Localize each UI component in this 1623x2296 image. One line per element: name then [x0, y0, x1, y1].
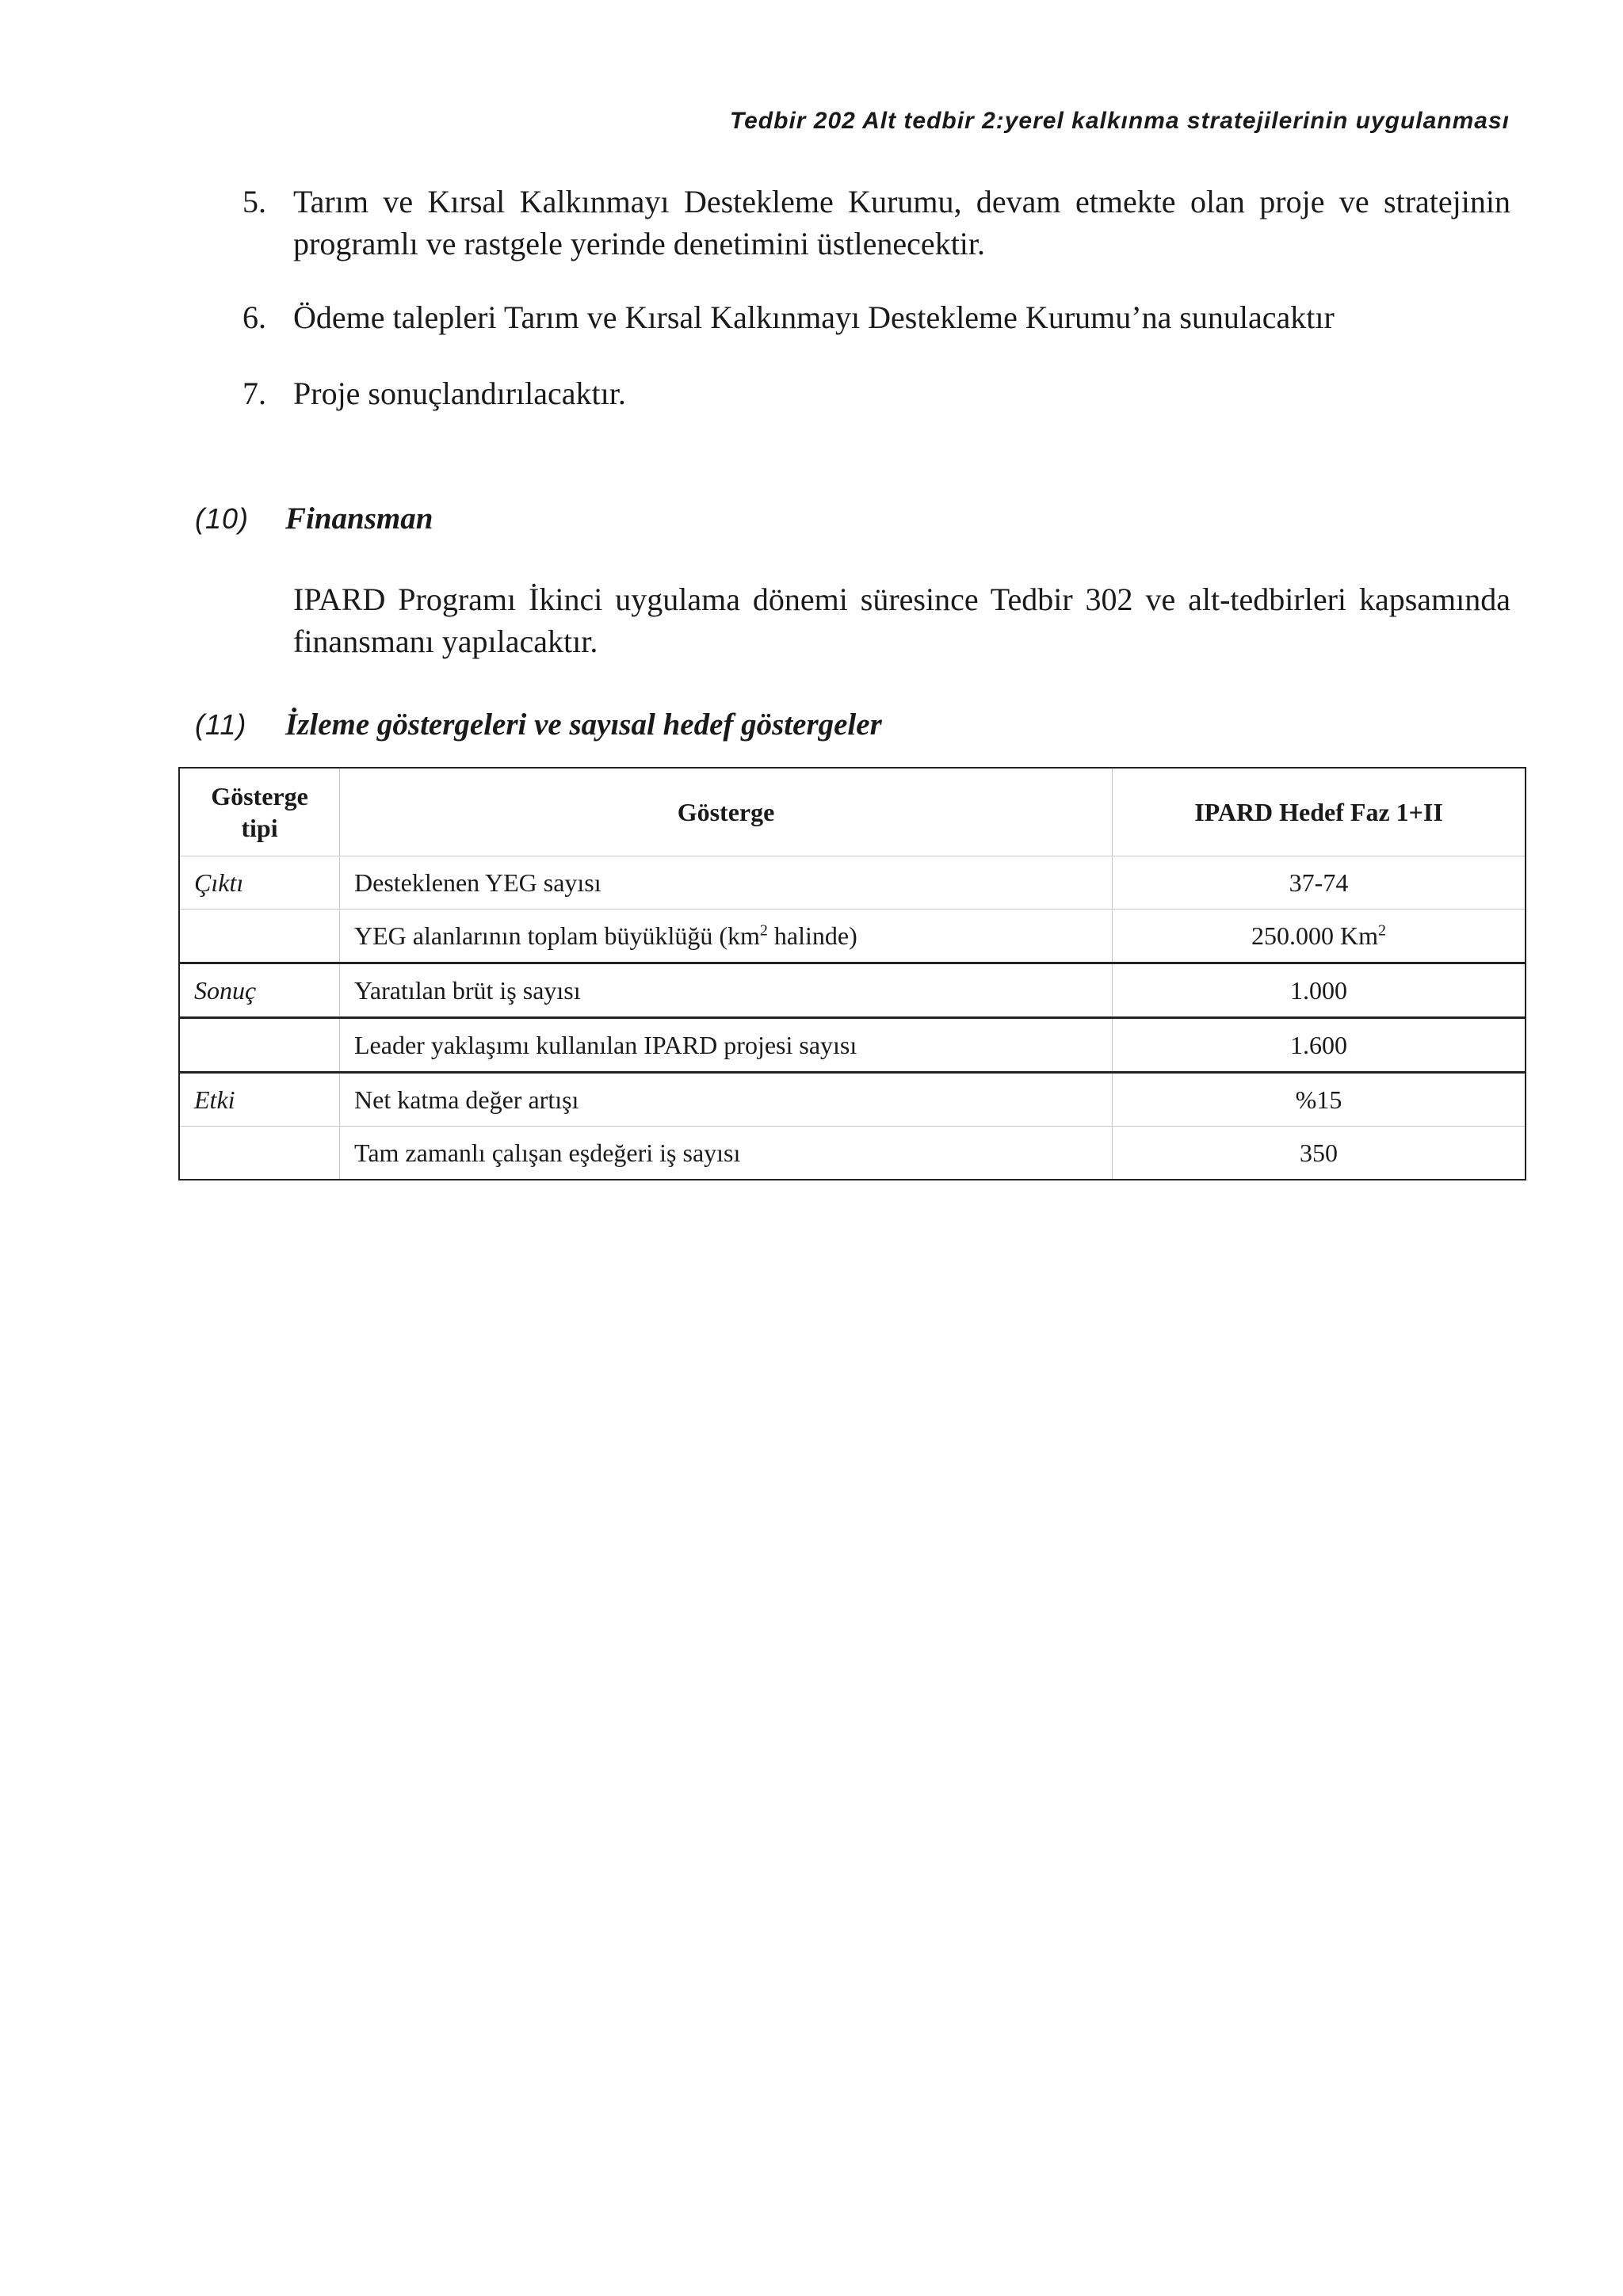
indicator-target: 37-74 [1113, 856, 1526, 910]
section-title: İzleme göstergeleri ve sayısal hedef göstergeler [285, 707, 882, 742]
column-header: Gösterge tipi [179, 768, 340, 856]
indicator-target [1113, 910, 1526, 963]
indicator-type [179, 910, 340, 963]
table-row [179, 910, 1526, 963]
list-item [242, 372, 1510, 414]
indicator-type: Etki [179, 1073, 340, 1127]
indicator-target-text: 250.000 Km [1251, 921, 1378, 950]
indicator-type [179, 1018, 340, 1073]
indicator-name: Desteklenen YEG sayısı [340, 856, 1113, 910]
indicator-name: Net katma değer artışı [340, 1073, 1113, 1127]
column-header: IPARD Hedef Faz 1+II [1113, 768, 1526, 856]
numbered-list [242, 181, 1510, 414]
list-number: 6. [242, 299, 266, 335]
indicator-name: Leader yaklaşımı kullanılan IPARD projesi sayısı [340, 1018, 1113, 1073]
table-row [179, 856, 1526, 910]
list-text: Tarım ve Kırsal Kalkınmayı Destekleme Kurumu, devam etmekte olan proje ve stratejinin programlı ve rastgele yerinde denetimini üstlenecektir. [293, 184, 1510, 261]
indicator-name: Yaratılan brüt iş sayısı [340, 963, 1113, 1018]
superscript: 2 [1378, 921, 1386, 939]
list-number: 7. [242, 376, 266, 411]
section-heading-financing [195, 501, 433, 536]
superscript: 2 [759, 921, 768, 939]
table-row [179, 1073, 1526, 1127]
list-text: Proje sonuçlandırılacaktır. [293, 376, 626, 411]
table-row [179, 1018, 1526, 1073]
indicator-target: 350 [1113, 1127, 1526, 1180]
indicator-name [340, 910, 1113, 963]
indicator-target: 1.600 [1113, 1018, 1526, 1073]
indicator-target: %15 [1113, 1073, 1526, 1127]
table-row [179, 1127, 1526, 1180]
list-number: 5. [242, 184, 266, 219]
list-text: Ödeme talepleri Tarım ve Kırsal Kalkınmayı Destekleme Kurumu’na sunulacaktır [293, 299, 1335, 335]
indicator-type: Sonuç [179, 963, 340, 1018]
indicator-type: Çıktı [179, 856, 340, 910]
indicator-name-text: halinde) [767, 921, 857, 950]
section-number: (10) [195, 502, 250, 535]
table-row [179, 963, 1526, 1018]
table-header-row [179, 768, 1526, 856]
indicator-target: 1.000 [1113, 963, 1526, 1018]
indicators-table [178, 767, 1526, 1180]
section-heading-indicators [195, 707, 882, 742]
list-item [242, 296, 1510, 338]
indicator-type [179, 1127, 340, 1180]
list-item [242, 181, 1510, 265]
section-number: (11) [195, 708, 247, 741]
financing-paragraph: IPARD Programı İkinci uygulama dönemi süresince Tedbir 302 ve alt-tedbirleri kapsamında finansmanı yapılacaktır. [293, 582, 1510, 659]
section-title: Finansman [285, 502, 433, 536]
running-header: Tedbir 202 Alt tedbir 2:yerel kalkınma stratejilerinin uygulanması [729, 108, 1510, 134]
indicator-name-text: YEG alanlarının toplam büyüklüğü (km [354, 921, 760, 950]
indicator-name: Tam zamanlı çalışan eşdeğeri iş sayısı [340, 1127, 1113, 1180]
column-header: Gösterge [340, 768, 1113, 856]
